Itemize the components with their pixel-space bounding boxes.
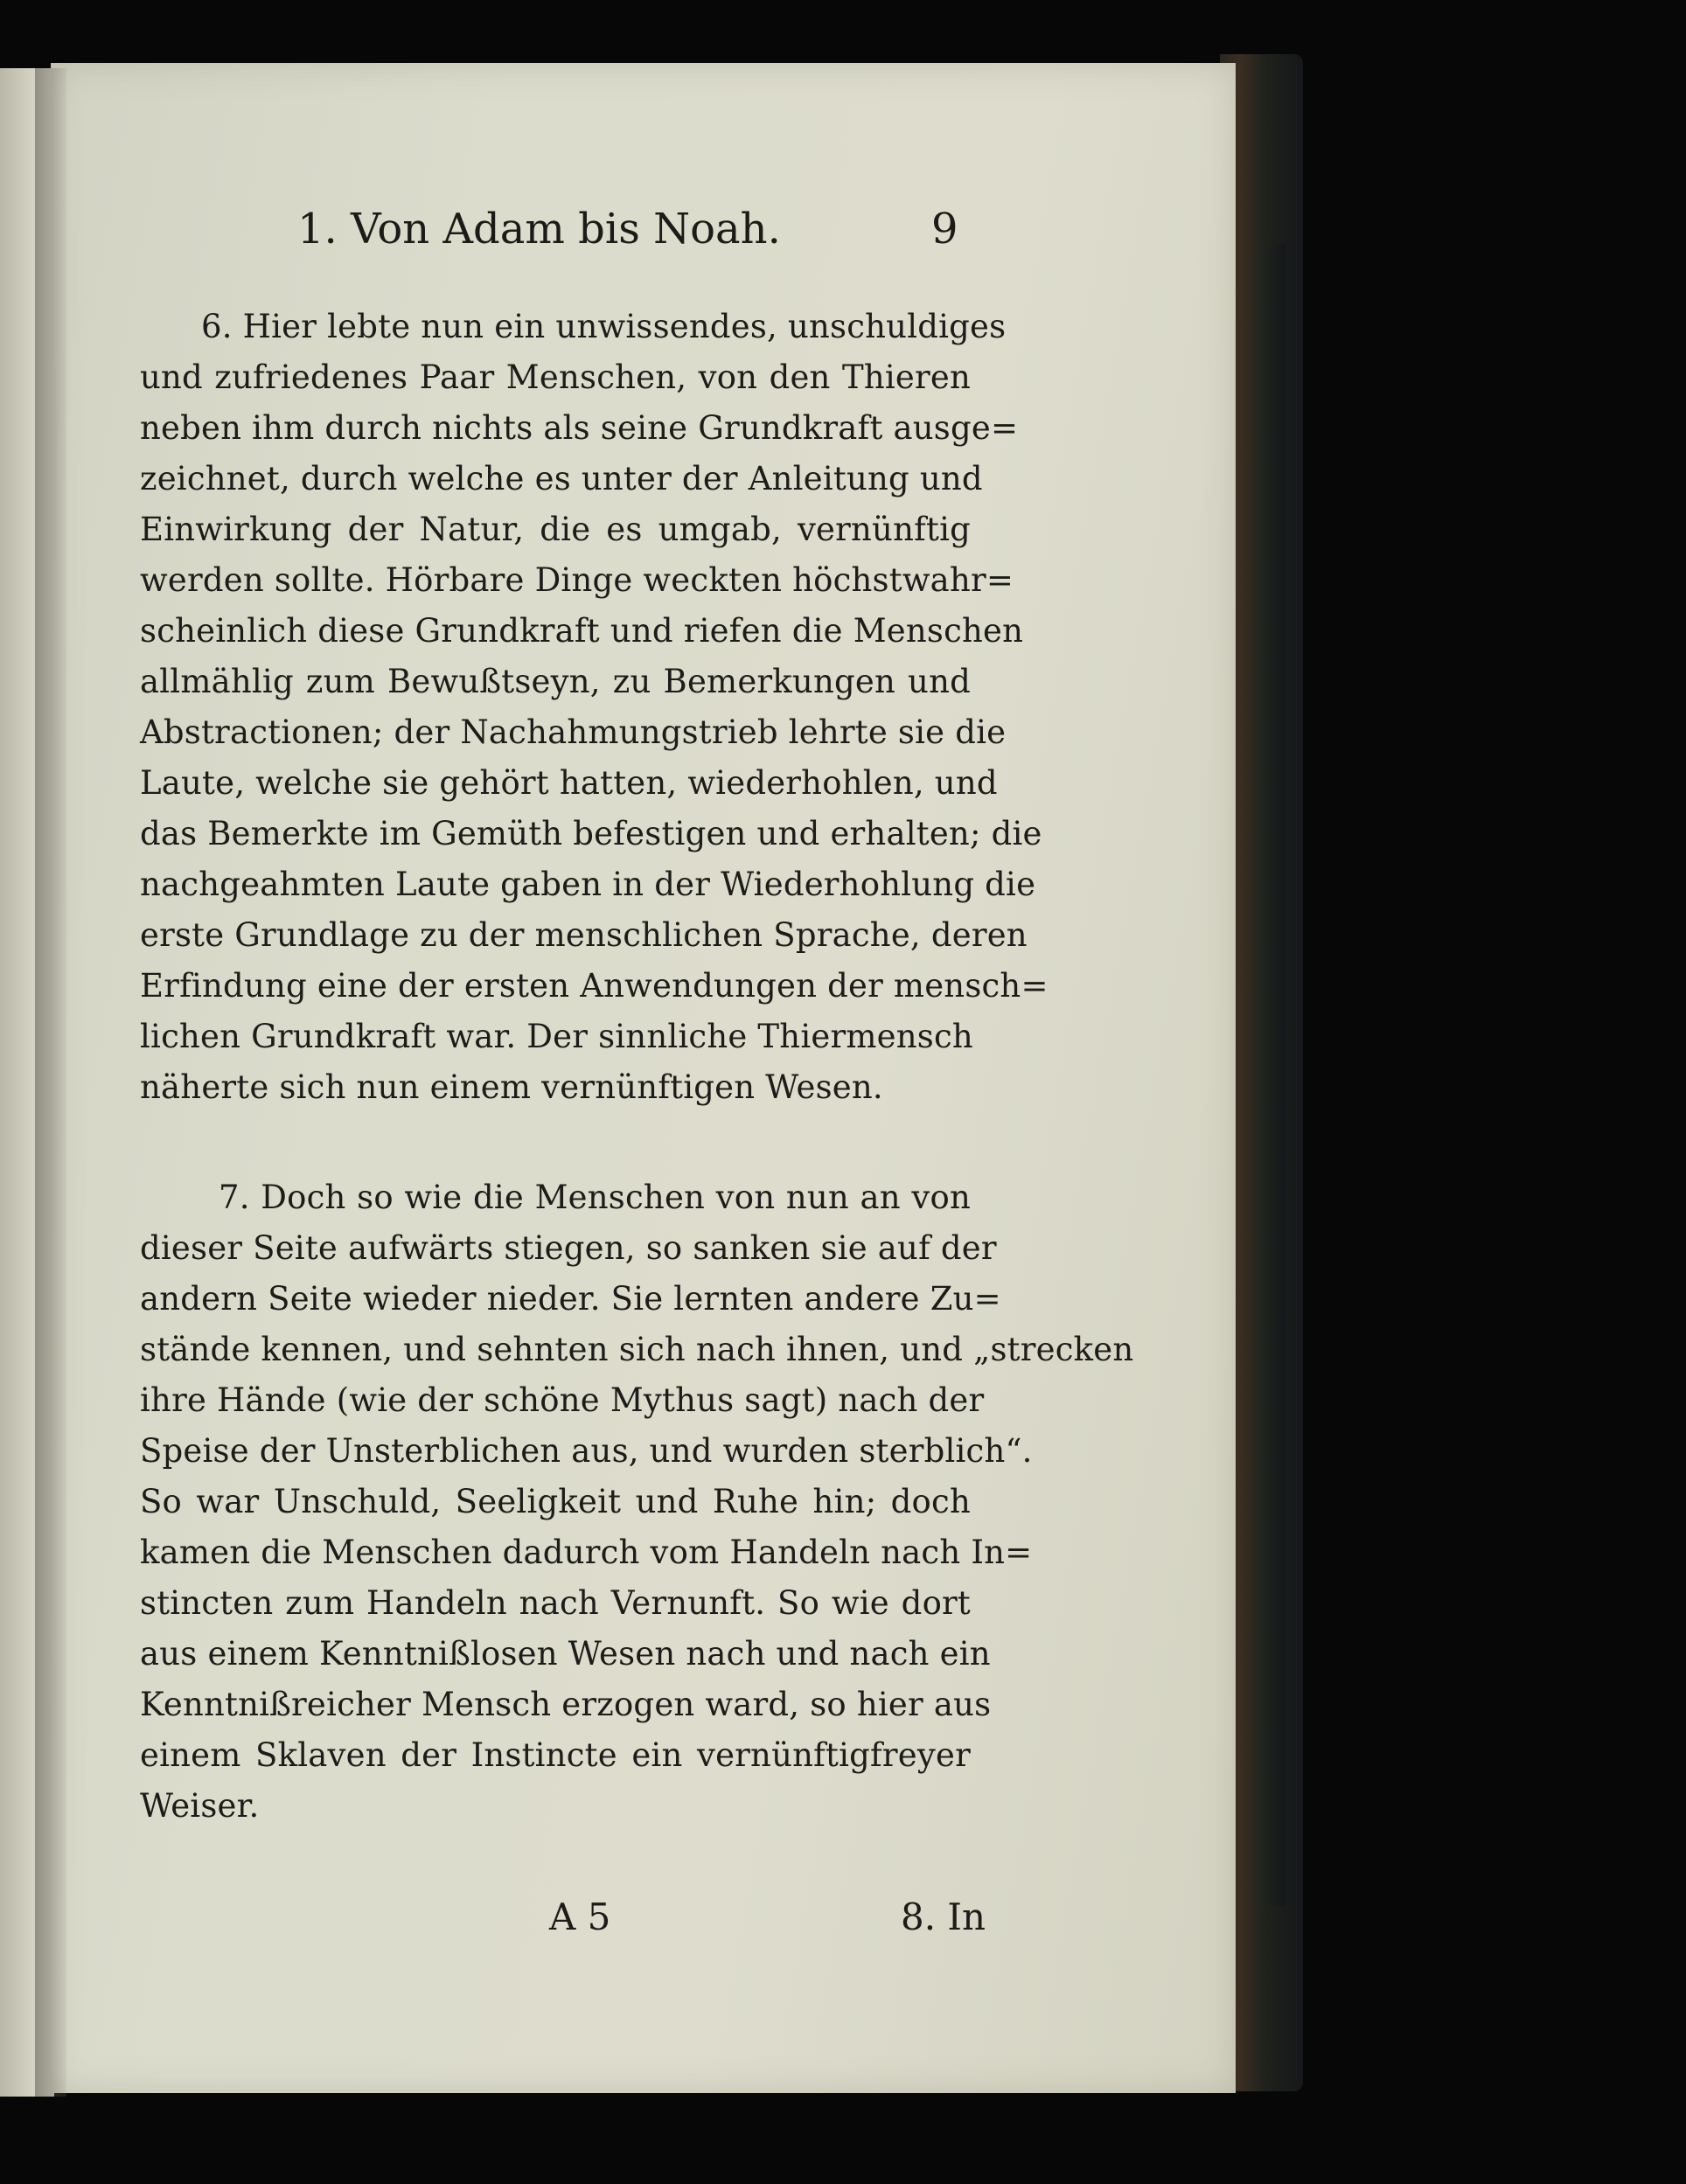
text-line: Einwirkung der Natur, die es umgab, vernünftig [140, 511, 971, 548]
text-line: ihre Hände (wie der schöne Mythus sagt) nach der [140, 1381, 985, 1419]
text-line: Kenntnißreicher Mensch erzogen ward, so hier aus [140, 1686, 992, 1723]
running-title: 1. Von Adam bis Noah. [297, 205, 781, 254]
text-line: erste Grundlage zu der menschlichen Sprache, deren [140, 916, 1028, 954]
text-line: lichen Grundkraft war. Der sinnliche Thiermensch [140, 1018, 973, 1055]
text-line: näherte sich nun einem vernünftigen Wesen. [140, 1068, 883, 1106]
page-gutter [35, 68, 66, 2097]
text-line: einem Sklaven der Instincte ein vernünftigfreyer [140, 1736, 971, 1774]
text-line: scheinlich diese Grundkraft und riefen die Menschen [140, 612, 1024, 650]
text-line: 6. Hier lebte nun ein unwissendes, unschuldiges [201, 308, 1007, 345]
text-line: Abstractionen; der Nachahmungstrieb lehrte sie die [140, 713, 1007, 751]
text-line: andern Seite wieder nieder. Sie lernten andere Zu= [140, 1280, 1001, 1318]
text-line: stände kennen, und sehnten sich nach ihnen, und „strecken [140, 1331, 1134, 1368]
page-number: 9 [931, 205, 958, 254]
text-line: allmählig zum Bewußtseyn, zu Bemerkungen und [140, 663, 971, 700]
text-line: Speise der Unsterblichen aus, und wurden sterblich“. [140, 1432, 1033, 1470]
text-line: neben ihm durch nichts als seine Grundkraft ausge= [140, 409, 1019, 447]
text-line: aus einem Kenntnißlosen Wesen nach und nach ein [140, 1635, 991, 1673]
catchword: 8. In [901, 1895, 986, 1938]
text-line: werden sollte. Hörbare Dinge weckten höchstwahr= [140, 561, 1014, 599]
text-line: nachgeahmten Laute gaben in der Wiederhohlung die [140, 866, 1036, 903]
text-line: zeichnet, durch welche es unter der Anleitung und [140, 460, 983, 497]
text-line: Laute, welche sie gehört hatten, wiederhohlen, und [140, 764, 998, 802]
text-line: So war Unschuld, Seeligkeit und Ruhe hin; doch [140, 1483, 971, 1520]
text-line: Erfindung eine der ersten Anwendungen der mensch= [140, 967, 1049, 1005]
text-line: Weiser. [140, 1787, 260, 1825]
text-line: kamen die Menschen dadurch vom Handeln nach In= [140, 1534, 1033, 1571]
binding-edge [1259, 245, 1285, 1906]
text-line: das Bemerkte im Gemüth befestigen und erhalten; die [140, 815, 1042, 852]
text-line: und zufriedenes Paar Menschen, von den Thieren [140, 358, 971, 396]
text-line: dieser Seite aufwärts stiegen, so sanken sie auf der [140, 1229, 997, 1267]
text-line: 7. Doch so wie die Menschen von nun an von [219, 1179, 971, 1216]
signature-mark: A 5 [549, 1895, 611, 1938]
text-line: stincten zum Handeln nach Vernunft. So wie dort [140, 1584, 971, 1622]
